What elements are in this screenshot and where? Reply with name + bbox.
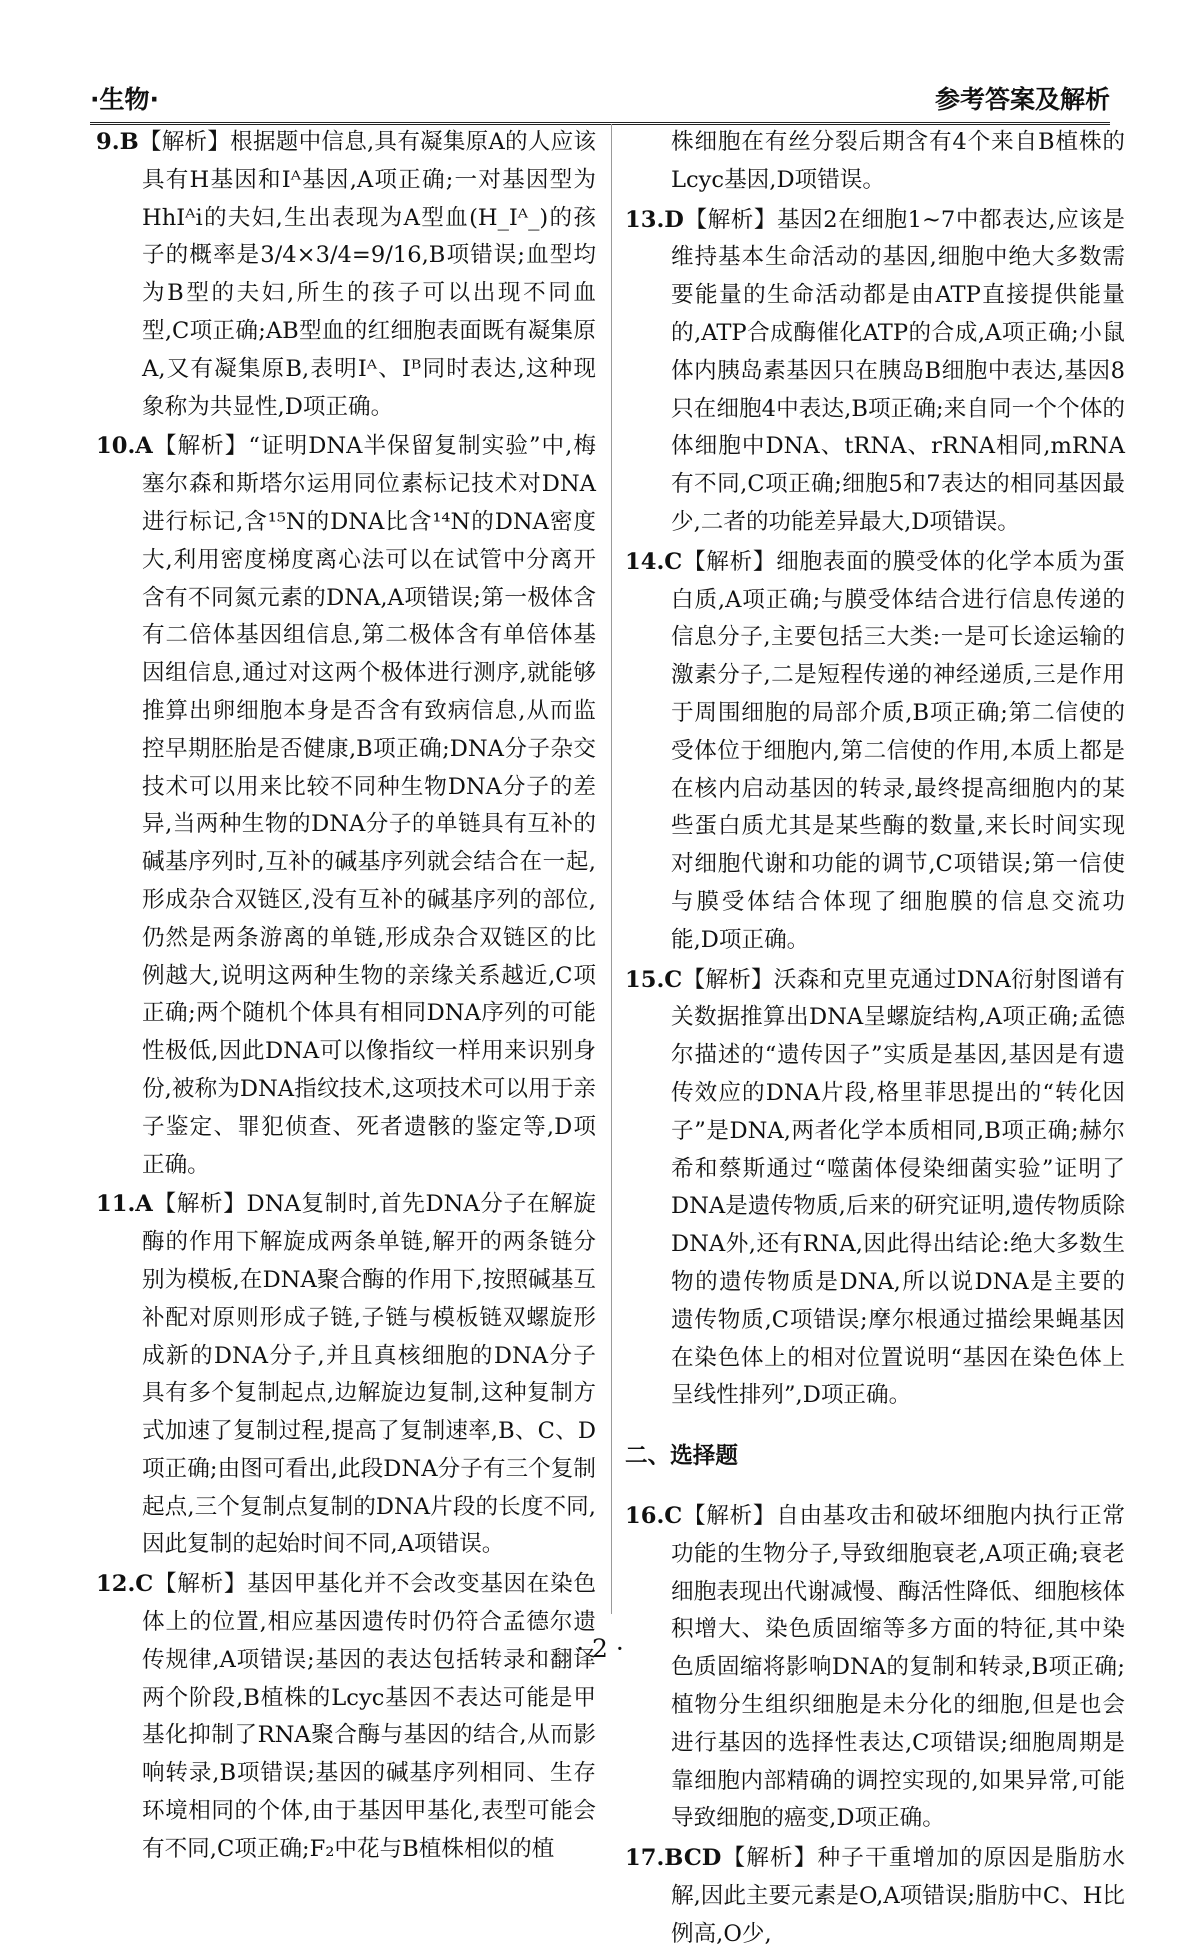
answer-text: 【解析】自由基攻击和破坏细胞内执行正常功能的生物分子,导致细胞衰老,A项正确;衰老细胞表现出代谢减慢、酶活性降低、细胞核体积增大、染色质固缩等多方面的特征,其中染色质固缩将影响DNA的复制和转录,B项正确;植物分生组织细胞是未分化的细胞,但是也会进行基因的选择性表达,C项错误;细胞周期是靠细胞内部精确的调控实现的,如果异常,可能导致细胞的癌变,D项正确。 <box>671 1503 1125 1832</box>
answer-item <box>96 1186 596 1564</box>
answer-item <box>625 544 1125 960</box>
answer-number: 11.A <box>96 1191 153 1218</box>
answer-item-continued <box>625 124 1125 200</box>
subject-label: ·生物· <box>90 85 159 114</box>
answer-number: 14.C <box>625 548 683 575</box>
answer-number: 17.BCD <box>625 1845 722 1872</box>
answer-item <box>625 1840 1125 1953</box>
answer-item <box>625 1498 1125 1838</box>
answer-text: 【解析】细胞表面的膜受体的化学本质为蛋白质,A项正确;与膜受体结合进行信息传递的信息分子,主要包括三大类:一是可长途运输的激素分子,二是短程传递的神经递质,三是作用于周围细胞的局部介质,B项正确;第二信使的受体位于细胞内,第二信使的作用,本质上都是在核内启动基因的转录,最终提高细胞内的某些蛋白质尤其是某些酶的数量,来长时间实现对细胞代谢和功能的调节,C项错误;第一信使与膜受体结合体现了细胞膜的信息交流功能,D项正确。 <box>671 548 1125 953</box>
left-column <box>96 124 596 1871</box>
answer-text: 【解析】沃森和克里克通过DNA衍射图谱有关数据推算出DNA呈螺旋结构,A项正确;孟德尔描述的“遗传因子”实质是基因,基因是有遗传效应的DNA片段,格里菲思提出的“转化因子”是DNA,两者化学本质相同,B项正确;赫尔希和蔡斯通过“噬菌体侵染细菌实验”证明了DNA是遗传物质,后来的研究证明,遗传物质除DNA外,还有RNA,因此得出结论:绝大多数生物的遗传物质是DNA,所以说DNA是主要的遗传物质,C项错误;摩尔根通过描绘果蝇基因在染色体上的相对位置说明“基因在染色体上呈线性排列”,D项正确。 <box>671 966 1125 1409</box>
answer-item <box>625 962 1125 1416</box>
answer-number: 16.C <box>625 1503 683 1530</box>
answer-text: 【解析】基因2在细胞1~7中都表达,应该是维持基本生命活动的基因,细胞中绝大多数需要能量的生命活动都是由ATP直接提供能量的,ATP合成酶催化ATP的合成,A项正确;小鼠体内胰岛素基因只在胰岛B细胞中表达,基因8只在细胞4中表达,B项正确;来自同一个个体的体细胞中DNA、tRNA、rRNA相同,mRNA有不同,C项正确;细胞5和7表达的相同基因最少,二者的功能差异最大,D项错误。 <box>671 206 1125 535</box>
answer-number: 13.D <box>625 206 684 233</box>
answer-number: 12.C <box>96 1571 154 1598</box>
right-column <box>625 124 1125 1956</box>
section-heading: 二、选择题 <box>625 1442 738 1469</box>
answer-item <box>96 124 596 426</box>
header-title: 参考答案及解析 <box>934 85 1110 114</box>
answer-item <box>625 202 1125 542</box>
answer-number: 10.A <box>96 433 153 460</box>
answer-text: 株细胞在有丝分裂后期含有4个来自B植株的Lcyc基因,D项错误。 <box>671 129 1125 193</box>
page-number: · 2 · <box>576 1634 624 1663</box>
answer-number: 15.C <box>625 966 683 993</box>
column-divider <box>611 124 612 1614</box>
page-header <box>90 78 1110 125</box>
answer-text: 【解析】种子干重增加的原因是脂肪水解,因此主要元素是O,A项错误;脂肪中C、H比例高,O少, <box>671 1845 1125 1947</box>
answer-number: 9.B <box>96 129 139 155</box>
answer-text: 【解析】根据题中信息,具有凝集原A的人应该具有H基因和Iᴬ基因,A项正确;一对基因型为HhIᴬi的夫妇,生出表现为A型血(H_Iᴬ_)的孩子的概率是3/4×3/4=9/16,B项错误;血型均为B型的夫妇,所生的孩子可以出现不同血型,C项正确;AB型血的红细胞表面既有凝集原A,又有凝集原B,表明Iᴬ、Iᴮ同时表达,这种现象称为共显性,D项正确。 <box>138 129 596 420</box>
answer-item <box>96 428 596 1184</box>
answer-item <box>96 1566 596 1868</box>
answer-text: 【解析】DNA复制时,首先DNA分子在解旋酶的作用下解旋成两条单链,解开的两条链分别为模板,在DNA聚合酶的作用下,按照碱基互补配对原则形成子链,子链与模板链双螺旋形成新的DNA分子,并且真核细胞的DNA分子具有多个复制起点,边解旋边复制,这种复制方式加速了复制过程,提高了复制速率,B、C、D项正确;由图可看出,此段DNA分子有三个复制起点,三个复制点复制的DNA片段的长度不同,因此复制的起始时间不同,A项错误。 <box>142 1191 596 1558</box>
answer-text: 【解析】基因甲基化并不会改变基因在染色体上的位置,相应基因遗传时仍符合孟德尔遗传规律,A项错误;基因的表达包括转录和翻译两个阶段,B植株的Lcyc基因不表达可能是甲基化抑制了RNA聚合酶与基因的结合,从而影响转录,B项错误;基因的碱基序列相同、生存环境相同的个体,由于基因甲基化,表型可能会有不同,C项正确;F₂中花与B植株相似的植 <box>142 1571 596 1862</box>
answer-text: 【解析】“证明DNA半保留复制实验”中,梅塞尔森和斯塔尔运用同位素标记技术对DNA进行标记,含¹⁵N的DNA比含¹⁴N的DNA密度大,利用密度梯度离心法可以在试管中分离开含有不同氮元素的DNA,A项错误;第一极体含有二倍体基因组信息,第二极体含有单倍体基因组信息,通过对这两个极体进行测序,就能够推算出卵细胞本身是否含有致病信息,从而监控早期胚胎是否健康,B项正确;DNA分子杂交技术可以用来比较不同种生物DNA分子的差异,当两种生物的DNA分子的单链具有互补的碱基序列时,互补的碱基序列就会结合在一起,形成杂合双链区,没有互补的碱基序列的部位,仍然是两条游离的单链,形成杂合双链区的比例越大,说明这两种生物的亲缘关系越近,C项正确;两个随机个体具有相同DNA序列的可能性极低,因此DNA可以像指纹一样用来识别身份,被称为DNA指纹技术,这项技术可以用于亲子鉴定、罪犯侦查、死者遗骸的鉴定等,D项正确。 <box>142 433 596 1178</box>
